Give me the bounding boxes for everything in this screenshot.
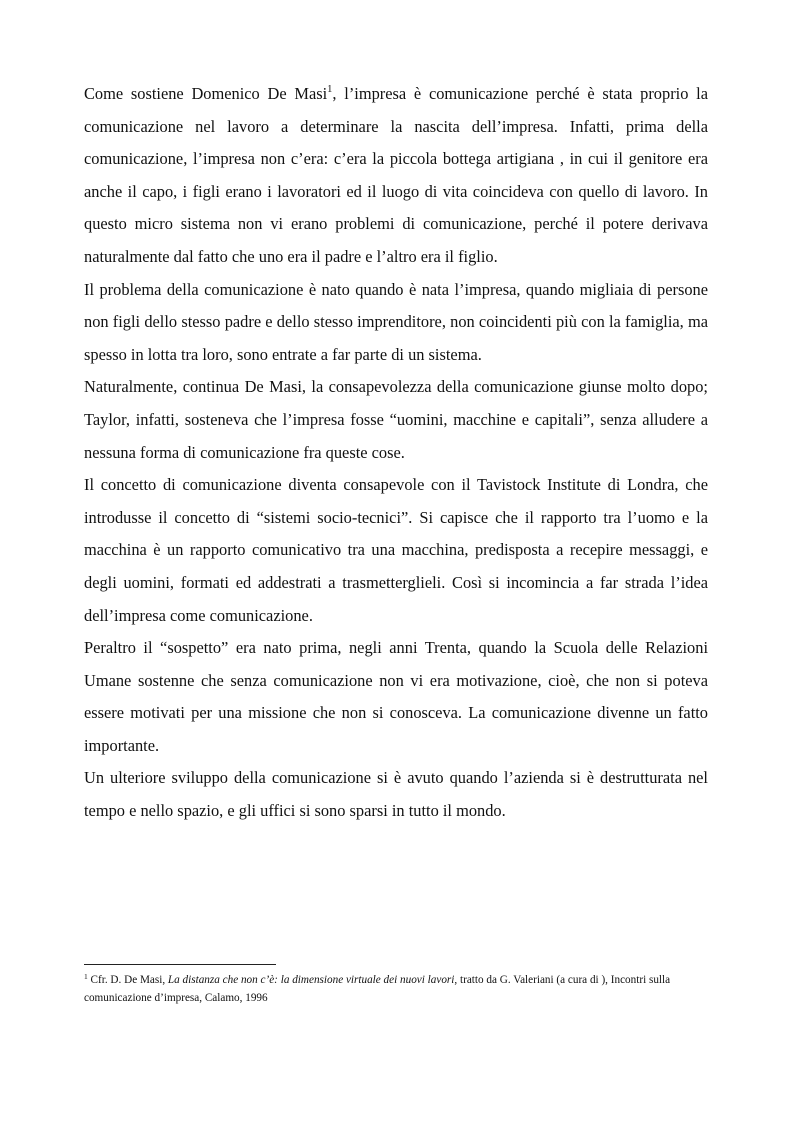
paragraph-5: Peraltro il “sospetto” era nato prima, negli anni Trenta, quando la Scuola delle Relazioni Umane sostenne che senza comunicazione non vi era motivazione, cioè, che non si poteva essere motivati per una missione che non si conosceva. La comunicazione divenne un fatto importante. (84, 638, 708, 755)
footnote-number: 1 (84, 972, 88, 981)
footnote-separator (84, 964, 276, 965)
paragraph-3: Naturalmente, continua De Masi, la consapevolezza della comunicazione giunse molto dopo; Taylor, infatti, sosteneva che l’impresa fosse “uomini, macchine e capitali”, senza alludere a nessuna forma di comunicazione fra queste cose. (84, 377, 708, 462)
footnote-suffix: , tratto da G. Valeriani (a cura di ), Incontri sulla comunicazione d’impresa, Calamo, 1996 (84, 974, 671, 1004)
footnote-reference[interactable]: 1 (327, 84, 333, 95)
paragraph-1-text-end: , l’impresa è comunicazione perché è stata proprio la comunicazione nel lavoro a determinare la nascita dell’impresa. Infatti, prima della comunicazione, l’impresa non c’era: c’era la piccola bottega artigiana , in cui il genitore era anche il capo, i figli erano i lavoratori ed il luogo di vita coincideva con quello di lavoro. In questo micro sistema non vi erano problemi di comunicazione, perché il potere derivava naturalmente dal fatto che uno era il padre e l’altro era il figlio. (84, 84, 708, 266)
footnote-work-title: La distanza che non c’è: la dimensione virtuale dei nuovi lavori (167, 974, 455, 986)
paragraph-6: Un ulteriore sviluppo della comunicazione si è avuto quando l’azienda si è destrutturata nel tempo e nello spazio, e gli uffici si sono sparsi in tutto il mondo. (84, 768, 708, 821)
paragraph-2: Il problema della comunicazione è nato quando è nata l’impresa, quando migliaia di persone non figli dello stesso padre e dello stesso imprenditore, non coincidenti più con la famiglia, ma spesso in lotta tra loro, sono entrate a far parte di un sistema. (84, 279, 708, 364)
paragraph-1 (84, 78, 708, 274)
footnote (84, 971, 714, 1007)
paragraph-4: Il concetto di comunicazione diventa consapevole con il Tavistock Institute di Londra, che introdusse il concetto di “sistemi socio-tecnici”. Si capisce che il rapporto tra l’uomo e la macchina è un rapporto comunicativo tra una macchina, predisposta a recepire messaggi, e degli uomini, formati ed addestrati a trasmetterglieli. Così si incomincia a far strada l’idea dell’impresa come comunicazione. (84, 475, 708, 625)
footnote-prefix: Cfr. D. De Masi, (87, 974, 168, 986)
body-text (84, 78, 708, 828)
paragraph-1-text-start: Come sostiene Domenico De Masi (84, 84, 328, 103)
